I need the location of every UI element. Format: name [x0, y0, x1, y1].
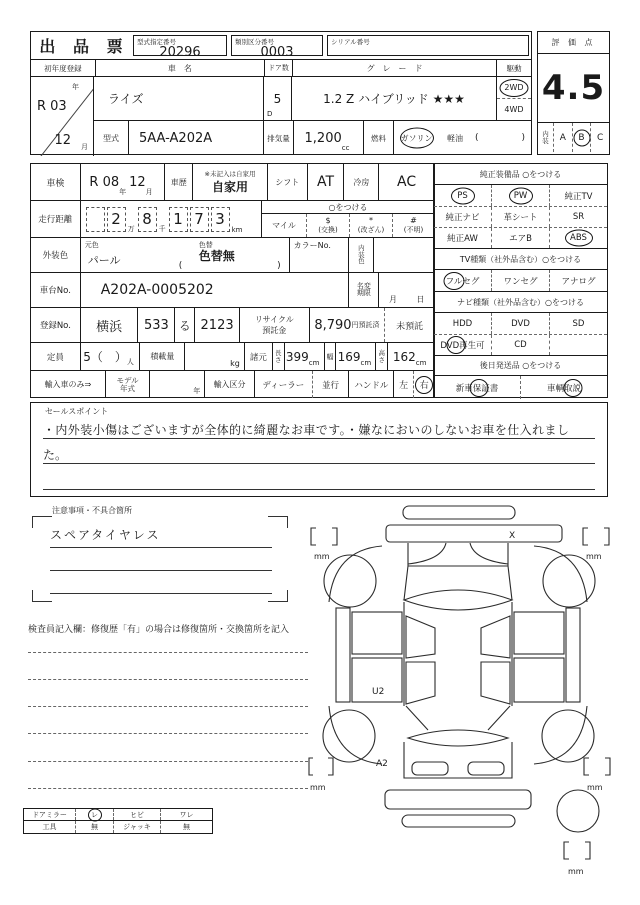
- navi-dvd-play: DVD再生可: [434, 335, 491, 355]
- model-code-value: 20296: [159, 45, 201, 60]
- dollar-cell: $ (交換): [307, 214, 350, 237]
- equip-sr: SR: [549, 207, 607, 227]
- height-label: 高さ: [376, 343, 388, 370]
- spare-tire: [557, 790, 599, 832]
- capacity-value: 5（ ）: [83, 350, 127, 364]
- int-color-label: 内装色: [349, 238, 374, 272]
- mark-u2: U2: [372, 687, 385, 697]
- mirror-table: [23, 808, 213, 834]
- equip-pw: PW: [491, 185, 549, 206]
- sill-left: [336, 608, 350, 702]
- width-label: 幅: [325, 343, 337, 370]
- score-value: 4.5: [538, 54, 609, 123]
- car-name-label: 車 名: [96, 60, 265, 76]
- day-char: 日: [416, 295, 425, 304]
- circle-note: ○をつける: [262, 201, 434, 214]
- rear-pillar-lines: [406, 706, 510, 730]
- tools-row: [24, 821, 212, 833]
- class-code-label: 類別区分番号: [235, 38, 274, 46]
- load-label: 積載量: [140, 343, 185, 370]
- crack-label: ヒビ: [114, 809, 161, 820]
- sheet-title: 出 品 票: [39, 37, 129, 56]
- notes-line3: [50, 593, 272, 594]
- notes-line2: [50, 570, 272, 571]
- navi-group: [434, 291, 607, 355]
- class-code-box: [231, 35, 323, 60]
- cool-value: AC: [397, 174, 417, 190]
- digit-sen: 8: [138, 207, 157, 232]
- door-panel-front-right: [514, 612, 564, 654]
- import-class-label: 輸入区分: [205, 371, 255, 398]
- inspector-line: [28, 761, 308, 762]
- windshield: [404, 590, 512, 610]
- header-row: [31, 32, 531, 60]
- chassis-value: A202A-0005202: [81, 273, 350, 307]
- drive-4wd: 4WD: [504, 105, 524, 114]
- fuel-diesel: 軽油: [447, 133, 463, 143]
- shaken-value: R 08 年 12 月: [81, 164, 166, 200]
- sales-line1: ・内外装小傷はございますが全体的に綺麗なお車です。・嫌なにおいのしないお車を仕入れまし: [43, 417, 595, 439]
- mm-label-top-left: mm: [314, 552, 330, 561]
- score-box: [537, 31, 610, 155]
- first-reg-year-suffix: 年: [72, 83, 79, 91]
- orig-color-label: 元色: [84, 241, 99, 249]
- chassis-row: [31, 273, 434, 308]
- width-cell: 169 cm: [336, 343, 376, 370]
- recolor-paren-close: ): [277, 261, 281, 271]
- import-row: [31, 371, 434, 398]
- notes-label: 注意事項・不具合箇所: [52, 506, 132, 515]
- mm-label-mid-left: mm: [310, 783, 326, 792]
- interior-b: B: [573, 123, 592, 152]
- rear-window: [408, 730, 508, 746]
- model-label: 型式: [94, 121, 129, 155]
- digit-3: 1: [169, 207, 188, 232]
- month-char: 月: [388, 295, 397, 304]
- mileage-row: [31, 201, 434, 238]
- tv-analog: アナログ: [549, 270, 607, 291]
- header-values: [31, 77, 531, 156]
- km-unit: km: [231, 226, 243, 234]
- color-no-label: カラーNo.: [290, 238, 350, 272]
- first-reg-label: 初年度登録: [31, 60, 96, 76]
- frame-corner: [268, 590, 288, 602]
- frame-corner: [32, 590, 52, 602]
- mirror-row: [24, 809, 212, 821]
- interior-label: 内装: [538, 123, 554, 152]
- sales-box: [30, 402, 608, 497]
- dealer-label: ディーラー: [255, 371, 313, 398]
- notes-text: スペアタイヤレス: [50, 526, 272, 548]
- capacity-cell: [81, 343, 141, 370]
- registration-row: [31, 308, 434, 343]
- shift-label: シフト: [268, 164, 308, 200]
- grade-label: グ レ ー ド: [293, 60, 497, 76]
- trunk: [404, 742, 512, 778]
- recycle-value: 8,790: [314, 317, 352, 333]
- doors-label: ドア数: [265, 60, 293, 76]
- sales-line2: た。: [43, 439, 595, 464]
- load-cell: [185, 343, 245, 370]
- door-mirror-check: レ: [76, 809, 114, 820]
- drive-2wd: 2WD: [497, 77, 531, 99]
- grade-value: 1.2 Z ハイブリッド ★★★: [292, 77, 497, 120]
- doors-sub: D: [267, 110, 273, 118]
- reg-label: 登録No.: [31, 308, 81, 342]
- taillight-left: [412, 762, 448, 775]
- reg-area: 横浜: [81, 308, 139, 342]
- equip-leather: 革シート: [491, 207, 549, 227]
- window-rear-right: [481, 662, 510, 704]
- bracket-top-right: [583, 528, 609, 545]
- recolor-paren-open: (: [178, 261, 183, 271]
- mark-a2: A2: [376, 759, 388, 769]
- sill-right: [566, 608, 580, 702]
- sen-suffix: 千: [158, 225, 166, 233]
- broken-label: ワレ: [179, 810, 194, 819]
- cabin-sides: [404, 602, 512, 706]
- equip-abs: ABS: [549, 228, 607, 248]
- wheel-rear-right: [542, 710, 594, 762]
- interior-c: C: [597, 132, 604, 143]
- jack-label: ジャッキ: [114, 821, 161, 833]
- disp-label: 排気量: [264, 121, 294, 155]
- digit-5: 3: [211, 207, 230, 232]
- sales-line3: [43, 464, 595, 490]
- equip-aw: 純正AW: [447, 234, 478, 244]
- door-mirror-label: ドアミラー: [24, 809, 76, 820]
- ship-group: [434, 355, 607, 399]
- first-reg-month: 12: [54, 133, 71, 148]
- length-label: 長さ: [273, 343, 285, 370]
- rear-bumper-outer: [402, 815, 515, 827]
- color-row: [31, 238, 434, 273]
- bracket-bottom-right: [564, 842, 590, 859]
- navi-title: ナビ種類（社外品含む）○をつける: [434, 292, 607, 313]
- front-bumper-inner: [386, 525, 562, 542]
- inspector-line: [28, 652, 308, 653]
- equip-ps: PS: [434, 185, 491, 206]
- man-suffix: 万: [127, 225, 135, 233]
- mileage-digits: [81, 201, 262, 237]
- tv-title: TV種類（社外品含む）○をつける: [434, 249, 607, 270]
- history-cell: [193, 164, 268, 200]
- inspector-line: [28, 733, 308, 734]
- headlight-left: [408, 543, 446, 564]
- equip-group: [434, 164, 607, 248]
- fender-front-right: [534, 546, 587, 602]
- bracket-top-left: [311, 528, 337, 545]
- model-code-label: 型式指定番号: [137, 38, 176, 46]
- window-front-right: [481, 616, 510, 658]
- frame-corner: [32, 516, 52, 528]
- ship-title: 後日発送品 ○をつける: [434, 356, 607, 376]
- interior-a: A: [554, 123, 573, 152]
- rear-bumper-inner: [385, 790, 531, 809]
- front-bumper-outer: [403, 506, 515, 519]
- inspector-label: 検査員記入欄：修復歴「有」の場合は修復箇所・交換箇所を記入: [28, 625, 290, 635]
- load-unit: kg: [230, 359, 240, 368]
- info-table: [30, 163, 435, 398]
- mark-x: X: [509, 531, 516, 541]
- inspector-line: [28, 706, 308, 707]
- car-damage-diagram: [308, 500, 640, 905]
- reg-class: 533: [138, 308, 175, 342]
- navi-empty: [549, 335, 607, 355]
- namechange-label: 名変期限: [349, 273, 379, 307]
- reg-kana: る: [175, 308, 195, 342]
- hash-cell: # (不明): [403, 216, 424, 234]
- navi-hdd: HDD: [452, 318, 473, 329]
- fender-rear-left: [329, 706, 382, 764]
- first-reg-year: R 03: [37, 99, 67, 114]
- navi-cd: CD: [491, 335, 549, 355]
- ext-color-label: 外装色: [31, 238, 81, 272]
- history-note: ※未記入は自家用: [204, 170, 256, 178]
- handle-left: 左: [394, 371, 414, 398]
- window-rear-left: [406, 662, 435, 704]
- reg-num: 2123: [195, 308, 240, 342]
- taillight-right: [468, 762, 504, 775]
- door-panel-front-left: [352, 612, 402, 654]
- notes-frame: [32, 516, 288, 602]
- mile-block: [262, 201, 434, 237]
- spec-row: [31, 343, 434, 371]
- door-panel-rear-right: [514, 658, 564, 702]
- length-cell: 399 cm: [285, 343, 325, 370]
- jack-value: 無: [183, 823, 190, 831]
- doors-value: 5: [273, 91, 282, 106]
- model-year-cell: [150, 371, 205, 398]
- window-front-left: [406, 616, 435, 658]
- import-label: 輸入車のみ⇒: [31, 371, 106, 398]
- equip-title: 純正装備品 ○をつける: [434, 164, 607, 185]
- score-label: 評 価 点: [538, 32, 609, 54]
- mm-label-mid-right: mm: [587, 783, 603, 792]
- equip-tv: 純正TV: [549, 185, 607, 206]
- inspector-line: [28, 788, 308, 789]
- hood-sides: [404, 543, 512, 600]
- handle-right: 右: [414, 371, 434, 398]
- ship-warranty: 新車保証書: [434, 376, 520, 399]
- recolor-value: 色替無: [198, 249, 235, 263]
- mm-label-bottom-right: mm: [568, 867, 584, 876]
- recolor-label: 色替: [198, 241, 213, 249]
- header-labels-row: [31, 60, 531, 77]
- inspector-line: [28, 679, 308, 680]
- equip-navi: 純正ナビ: [445, 213, 480, 223]
- bracket-mid-left: [309, 758, 333, 775]
- tv-oneseg: ワンセグ: [491, 270, 549, 291]
- fuel-label: 燃料: [364, 121, 394, 155]
- spec-label: 諸元: [245, 343, 273, 370]
- car-name-value: ライズ: [94, 77, 264, 120]
- mm-label-top-right: mm: [586, 552, 602, 561]
- fuel-gasoline: ガソリン: [394, 133, 439, 144]
- color-cell: [81, 238, 290, 272]
- tools-label: 工具: [24, 821, 76, 833]
- navi-sd: SD: [549, 313, 607, 334]
- cool-label: 冷房: [344, 164, 379, 200]
- serial-box: [327, 35, 529, 56]
- equip-airbag: エアB: [491, 228, 549, 248]
- model-value: 5AA-A202A: [129, 121, 264, 155]
- tools-value: 無: [76, 821, 114, 833]
- wheel-front-left: [324, 555, 376, 607]
- history-label: 車歴: [165, 164, 193, 200]
- namechange-cell: [379, 273, 434, 307]
- tv-group: [434, 248, 607, 291]
- digit-blank: [86, 207, 105, 232]
- drive-label: 駆動: [506, 63, 522, 73]
- serial-label: シリアル番号: [331, 38, 370, 46]
- first-reg-month-suffix: 月: [81, 143, 88, 151]
- model-year-label: モデル年式: [106, 371, 151, 398]
- capacity-label: 定員: [31, 343, 81, 370]
- first-reg-cell: [31, 77, 94, 156]
- fuel-paren-close: ): [521, 133, 525, 143]
- header-table: [30, 31, 532, 155]
- recycle-suffix: 円預託済: [351, 321, 380, 329]
- class-code-value: 0003: [260, 45, 294, 60]
- handle-label: ハンドル: [349, 371, 394, 398]
- chassis-label: 車台No.: [31, 273, 81, 307]
- shift-value: AT: [308, 164, 345, 200]
- recycle-value-cell: [310, 308, 385, 342]
- history-value: 自家用: [211, 180, 248, 194]
- fender-front-left: [329, 546, 382, 602]
- mile-label: マイル: [262, 214, 307, 237]
- tv-fullseg: フルセグ: [434, 270, 491, 291]
- capacity-unit: 人: [126, 358, 134, 366]
- navi-dvd: DVD: [491, 313, 549, 334]
- recycle-none: 未預託: [384, 308, 434, 342]
- fuel-paren-open: (: [475, 133, 479, 143]
- headlight-right: [470, 543, 508, 564]
- equipment-panel: [433, 163, 608, 398]
- digit-man: 2: [107, 207, 126, 232]
- mileage-label: 走行距離: [31, 201, 81, 237]
- bracket-mid-right: [584, 758, 610, 775]
- shaken-label: 車検: [31, 164, 81, 200]
- year-char: 年: [193, 387, 201, 395]
- model-code-box: [133, 35, 227, 60]
- parallel-label: 並行: [313, 371, 350, 398]
- disp-unit: cc: [341, 144, 350, 152]
- sales-label: セールスポイント: [45, 407, 109, 416]
- int-color-value-empty: [374, 238, 434, 272]
- recycle-label: リサイクル 預託金: [240, 308, 310, 342]
- digit-4: 7: [190, 207, 209, 232]
- ship-manual: 車輌取説: [520, 376, 607, 399]
- disp-cell: [294, 121, 364, 155]
- disp-value: 1,200: [304, 130, 342, 146]
- star-cell: * (改ざん): [350, 214, 393, 237]
- doors-cell: [264, 77, 292, 120]
- shaken-row: [31, 164, 434, 201]
- orig-color-value: パール: [87, 254, 121, 267]
- height-cell: 162 cm: [392, 349, 427, 367]
